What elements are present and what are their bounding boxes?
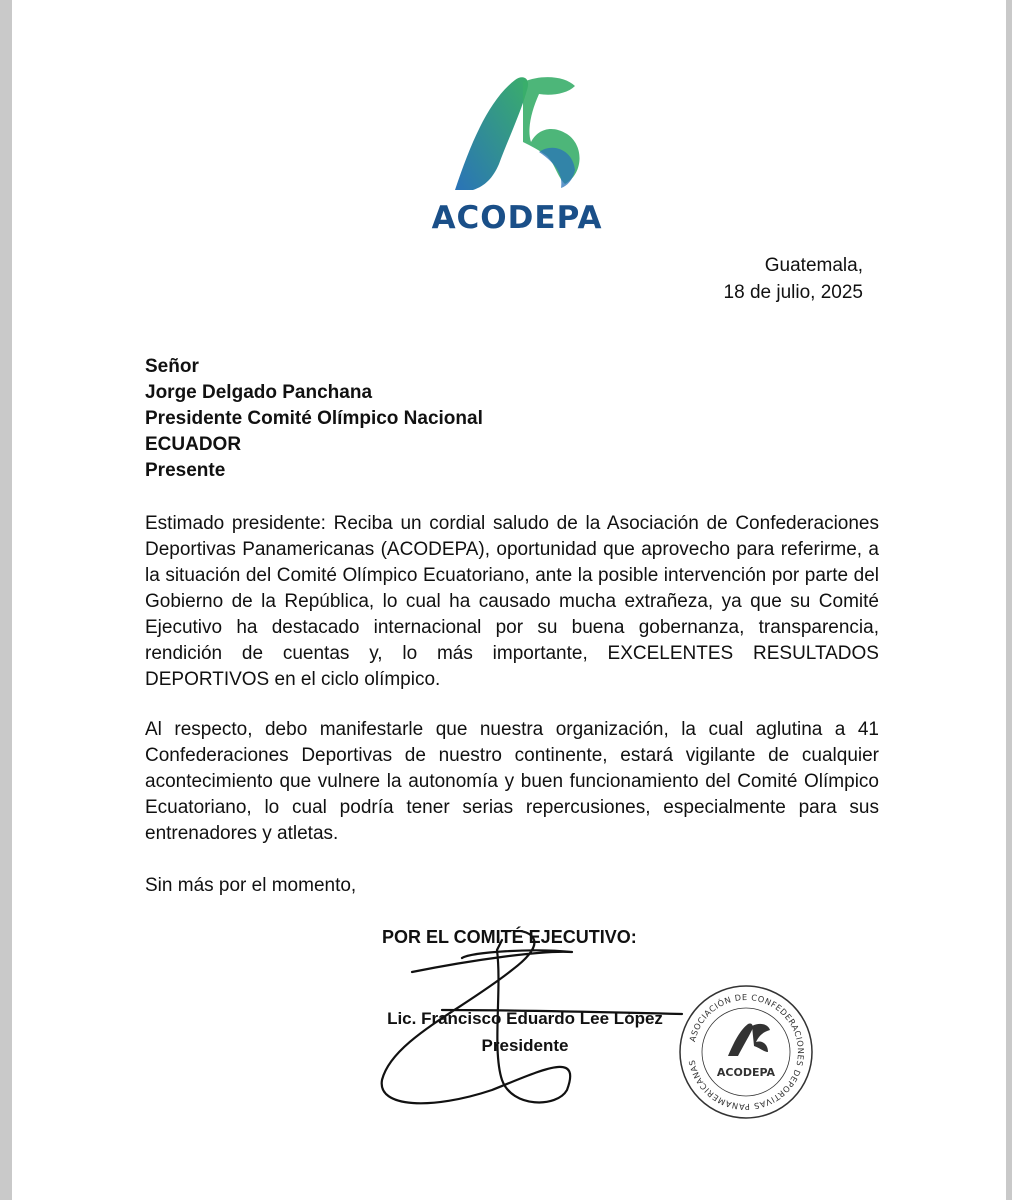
addressee-presente: Presente (145, 460, 226, 481)
signer-role: Presidente (481, 1036, 569, 1055)
body-paragraph-2: Al respecto, debo manifestarle que nuestra organización, la cual aglutina a 41 Confederaciones Deportivas de nuestro continente, estará vigilante de cualquier acontecimiento que vulnere la autonomía y buen funcionamiento del Comité Olímpico Ecuatoriano, lo cual podría tener serias repercusiones, especialmente para sus entrenadores y atletas. (145, 719, 879, 844)
body-paragraph-1: Estimado presidente: Reciba un cordial saludo de la Asociación de Confederaciones Deportivas Panamericanas (ACODEPA), oportunidad que aprovecho para referirme, a la situación del Comité Olímpico Ecuatoriano, ante la posible intervención por parte del Gobierno de la República, lo cual ha causado mucha extrañeza, ya que su Comité Ejecutivo ha destacado internacional por su buena gobernanza, transparencia, rendición de cuentas y, lo más importante, EXCELENTES RESULTADOS DEPORTIVOS en el ciclo olímpico. (145, 513, 879, 690)
seal-center-text: ACODEPA (716, 1066, 776, 1079)
seal-ring-text: ASOCIACIÓN DE CONFEDERACIONES DEPORTIVAS PANAMERICANAS (686, 991, 807, 1113)
signature-title: POR EL COMITÉ EJECUTIVO: (382, 927, 637, 947)
addressee-role: Presidente Comité Olímpico Nacional (145, 408, 483, 429)
addressee-block (145, 354, 483, 484)
seal-icon (676, 982, 816, 1122)
acodepa-logo-icon (427, 72, 607, 197)
signer-name: Lic. Francisco Eduardo Lee López (387, 1009, 663, 1028)
addressee-country: ECUADOR (145, 434, 242, 455)
letter-date: 18 de julio, 2025 (723, 282, 863, 303)
closing-line: Sin más por el momento, (145, 875, 357, 896)
addressee-name: Jorge Delgado Panchana (145, 382, 373, 403)
logo-wordmark: ACODEPA (431, 200, 603, 236)
letter-page (12, 0, 1006, 1200)
header-logo (427, 72, 607, 247)
signature-icon (352, 930, 722, 1115)
addressee-salutation: Señor (145, 356, 199, 377)
svg-text:ASOCIACIÓN DE CONFEDERACIONES (687, 992, 806, 1112)
place-date (724, 252, 863, 306)
place-city: Guatemala, (764, 255, 863, 276)
